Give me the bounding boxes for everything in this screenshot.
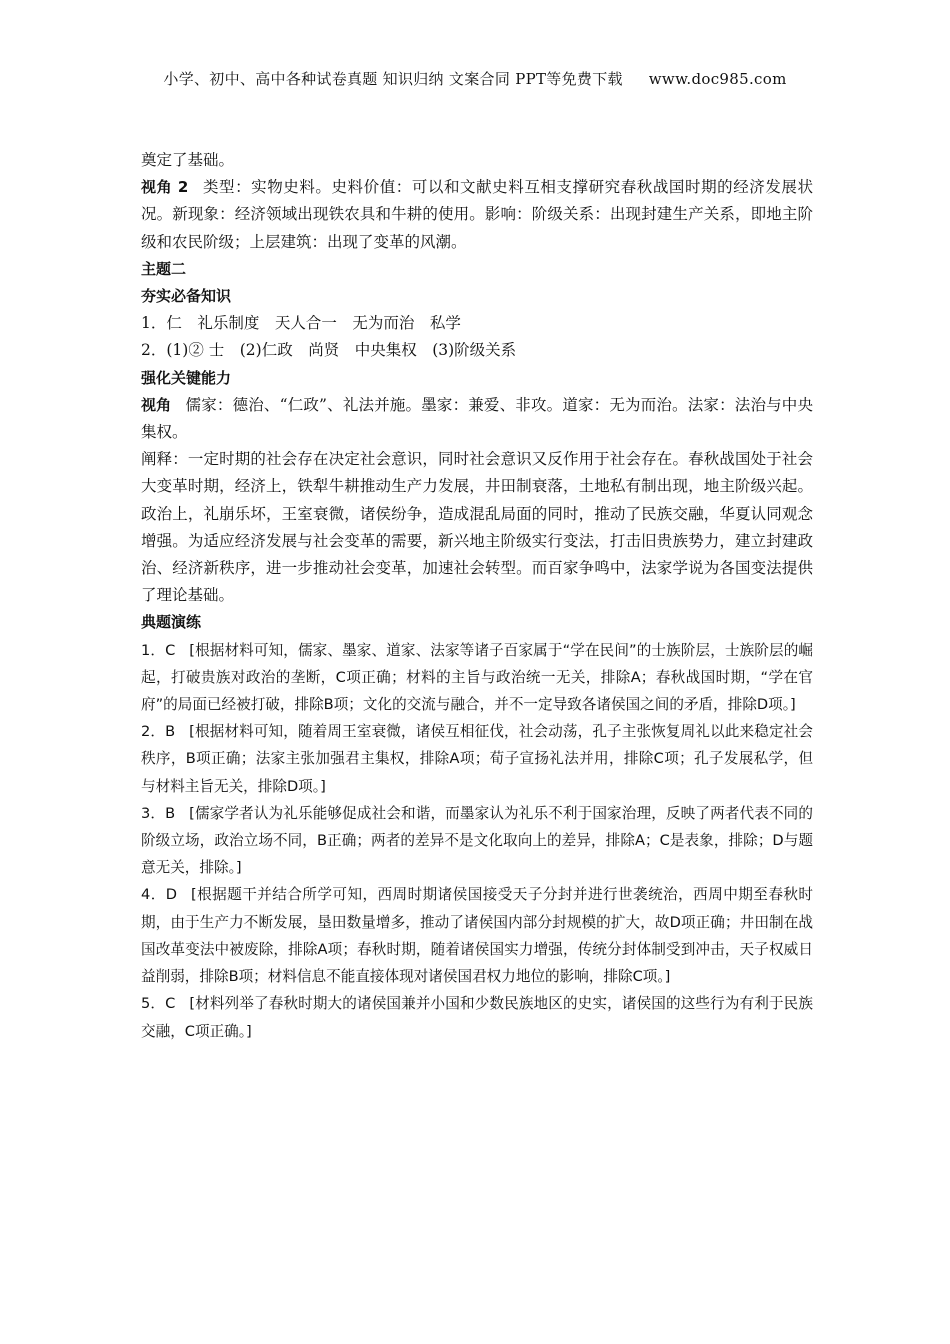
header-text: 小学、初中、高中各种试卷真题 知识归纳 文案合同 PPT等免费下载 <box>163 70 623 88</box>
view2-label: 视角 2 <box>141 178 189 197</box>
answer-number: 2．B <box>141 723 176 741</box>
view2-text: 类型：实物史料。史料价值：可以和文献史料互相支撑研究春秋战国时期的经济发展状况。新现象：经济领域出现铁农具和牛耕的使用。影响：阶级关系：出现封建生产关系，即地主阶级和农民阶级；上层建筑：出现了变革的风潮。 <box>141 178 813 251</box>
page-header <box>0 68 950 89</box>
knowledge-item-1: 1．仁 礼乐制度 天人合一 无为而治 私学 <box>141 314 461 333</box>
view2-paragraph <box>141 174 813 256</box>
answer-explanation: [根据题干并结合所学可知，西周时期诸侯国接受天子分封并进行世袭统治，西周中期至春秋时期，由于生产力不断发展，垦田数量增多，推动了诸侯国内部分封规模的扩大，故D项正确；井田制在战国改革变法中被废除，排除A项；春秋时期，随着诸侯国实力增强，传统分封体制受到冲击，天子权威日益削弱，排除B项；材料信息不能直接体现对诸侯国君权力地位的影响，排除C项。] <box>141 886 813 986</box>
view-text: 儒家：德治、“仁政”、礼法并施。墨家：兼爱、非攻。道家：无为而治。法家：法治与中央集权。 <box>141 395 813 442</box>
theme2-title: 主题二 <box>141 259 187 278</box>
answer-explanation: [根据材料可知，随着周王室衰微，诸侯互相征伐，社会动荡，孔子主张恢复周礼以此来稳定社会秩序，B项正确；法家主张加强君主集权，排除A项；荀子宣扬礼法并用，排除C项；孔子发展私学，但与材料主旨无关，排除D项。] <box>141 723 813 795</box>
ability-title: 强化关键能力 <box>141 368 232 387</box>
answer-number: 5．C <box>141 995 176 1013</box>
answer-explanation: [儒家学者认为礼乐能够促成社会和谐，而墨家认为礼乐不利于国家治理，反映了两者代表不同的阶级立场，政治立场不同，B正确；两者的差异不是文化取向上的差异，排除A；C是表象，排除；D与题意无关，排除。] <box>141 804 813 877</box>
answer-number: 3．B <box>141 804 176 822</box>
answer-explanation: [根据材料可知，儒家、墨家、道家、法家等诸子百家属于“学在民间”的士族阶层，士族阶层的崛起，打破贵族对政治的垄断，C项正确；材料的主旨与政治统一无关，排除A；春秋战国时期，“学在官府”的局面已经被打破，排除B项；文化的交流与融合，并不一定导致各诸侯国之间的矛盾，排除D项。] <box>141 641 813 714</box>
view-label: 视角 <box>141 395 172 414</box>
answer-item <box>141 800 813 882</box>
knowledge-title: 夯实必备知识 <box>141 287 232 306</box>
answer-explanation: [材料列举了春秋时期大的诸侯国兼并小国和少数民族地区的史实，诸侯国的这些行为有利于民族交融，C项正确。] <box>141 995 813 1040</box>
continued-line: 奠定了基础。 <box>141 151 235 169</box>
answer-number: 1．C <box>141 641 176 659</box>
header-site: www.doc985.com <box>648 70 787 88</box>
answer-item <box>141 990 813 1044</box>
practice-title: 典题演练 <box>141 613 202 632</box>
answer-item <box>141 718 813 800</box>
answer-item <box>141 637 813 719</box>
explain-paragraph: 阐释：一定时期的社会存在决定社会意识，同时社会意识又反作用于社会存在。春秋战国处于社会大变革时期，经济上，铁犁牛耕推动生产力发展，井田制衰落，土地私有制出现，地主阶级兴起。政治上，礼崩乐坏，王室衰微，诸侯纷争，造成混乱局面的同时，推动了民族交融，华夏认同观念增强。为适应经济发展与社会变革的需要，新兴地主阶级实行变法，打击旧贵族势力，建立封建政治、经济新秩序，进一步推动社会变革，加速社会转型。而百家争鸣中，法家学说为各国变法提供了理论基础。 <box>141 450 813 605</box>
answer-item <box>141 881 813 990</box>
answer-number: 4．D <box>141 886 177 904</box>
view-paragraph <box>141 392 813 446</box>
knowledge-item-2: 2．(1)② 士 (2)仁政 尚贤 中央集权 (3)阶级关系 <box>141 341 517 360</box>
document-body <box>141 147 813 1045</box>
